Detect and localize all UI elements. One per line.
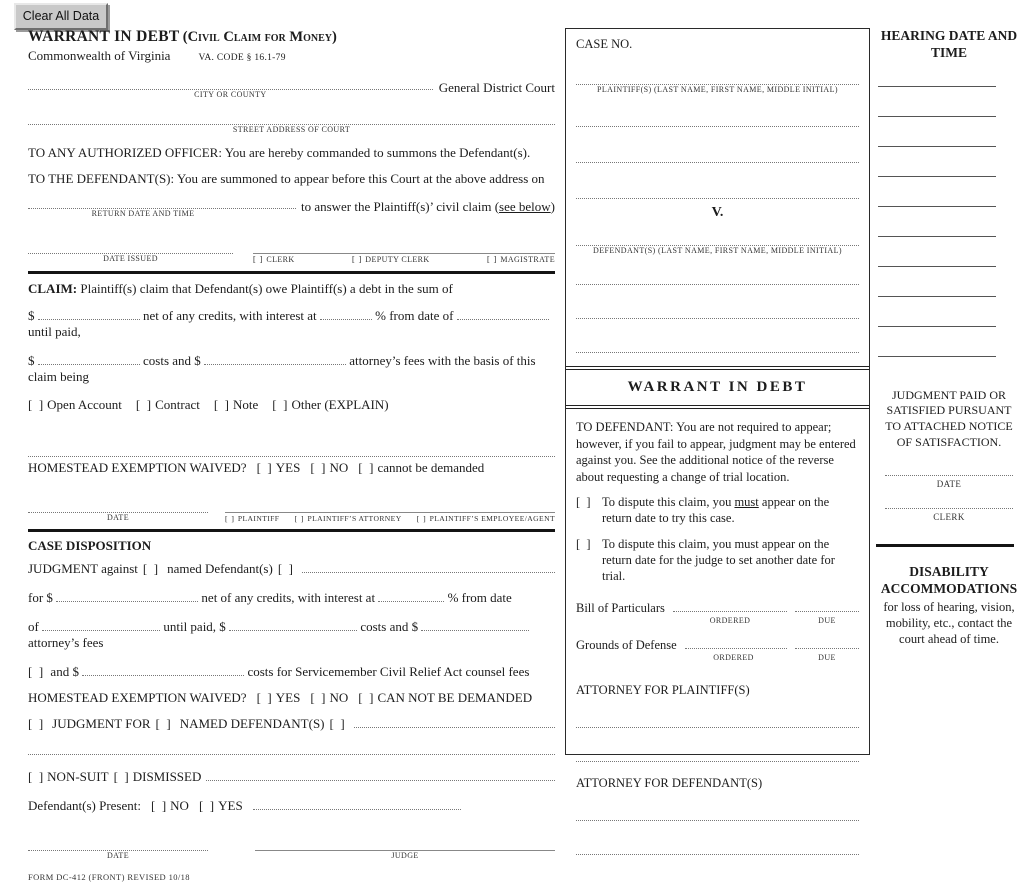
attorney-plaintiff-field-2[interactable] (576, 752, 859, 762)
plaintiff-name-field-3[interactable] (576, 150, 859, 163)
date-label: DATE (106, 512, 130, 522)
dispute2-text: To dispute this claim, you must appear on the return date for the judge to set another date for trial. (602, 536, 835, 583)
homestead2-no-checkbox-icon[interactable] (310, 690, 329, 705)
homestead2-row (28, 690, 555, 706)
homestead2-yes-label: YES (275, 689, 301, 705)
claim-line1-text-b: % from date of (375, 307, 454, 323)
officer-instruction: TO ANY AUTHORIZED OFFICER: You are hereby commanded to summons the Defendant(s). (28, 145, 531, 160)
form-title (28, 28, 555, 46)
judgment-costs-line (28, 619, 555, 651)
return-date-time-label: RETURN DATE AND TIME (91, 208, 195, 218)
judge-signature-line[interactable] (255, 838, 555, 851)
dispute2-checkbox-icon[interactable] (576, 537, 595, 551)
answer-claim-prefix: to answer the Plaintiff(s)’ civil claim ( (300, 198, 500, 214)
checkbox-plaintiffs-attorney[interactable] (295, 514, 402, 523)
disability-accommodations-heading: DISABILITY ACCOMMODATIONS (880, 564, 1018, 596)
judgment-for-other-checkbox-icon[interactable] (330, 716, 349, 732)
plaintiffs-agent-checkbox-icon[interactable] (417, 514, 430, 523)
answer-claim-suffix: ) (550, 198, 555, 214)
plaintiffs-attorney-checkbox-icon[interactable] (295, 514, 308, 523)
open-account-label: Open Account (47, 396, 122, 412)
checkbox-homestead2-cannot[interactable] (358, 690, 532, 706)
contract-checkbox-icon[interactable] (136, 397, 155, 412)
defendant-present-label: Defendant(s) Present: (28, 797, 141, 813)
judgment-principal-field[interactable] (56, 590, 198, 602)
hearing-line-4[interactable] (878, 176, 996, 177)
hearing-line-2[interactable] (878, 116, 996, 117)
general-district-court-label: General District Court (438, 80, 555, 95)
judgment-of-text: of (28, 618, 39, 634)
claim-heading: CLAIM: (28, 280, 78, 296)
homestead-yes-checkbox-icon[interactable] (257, 460, 276, 475)
grounds-due-field[interactable] (795, 637, 859, 649)
judge-label: JUDGE (391, 850, 419, 860)
case-caption-box (565, 28, 870, 791)
double-rule (566, 405, 869, 409)
homestead2-question: HOMESTEAD EXEMPTION WAIVED? (28, 689, 247, 705)
plaintiffs-attorney-label: PLAINTIFF’S ATTORNEY (307, 513, 402, 523)
judgment-amount-line (28, 590, 555, 606)
return-date-time-field[interactable] (28, 196, 296, 209)
defendant-names-label: DEFENDANT(S) (LAST NAME, FIRST NAME, MIDDLE INITIAL) (593, 246, 842, 255)
checkbox-homestead2-yes[interactable] (257, 690, 301, 706)
plaintiff-label: PLAINTIFF (237, 513, 280, 523)
explain-field[interactable] (28, 456, 555, 457)
grounds-ordered-field[interactable] (685, 637, 787, 649)
homestead-no-checkbox-icon[interactable] (310, 460, 329, 475)
satisfaction-clerk-label: CLERK (933, 512, 965, 523)
va-code-label: VA. CODE § 16.1-79 (198, 53, 286, 63)
form-title-paren: (Civil Claim for Money) (182, 29, 337, 45)
nonsuit-row (28, 769, 555, 785)
claim-interest-date-field[interactable] (457, 308, 549, 320)
present-yes-label: YES (218, 797, 243, 813)
form-number-footer: FORM DC-412 (FRONT) REVISED 10/18 (28, 871, 190, 882)
claim-basis-options (28, 397, 555, 413)
form-title-main: WARRANT IN DEBT (28, 28, 180, 45)
judgment-costs-and-text: costs and $ (360, 618, 419, 634)
issuer-signature-line[interactable] (253, 241, 555, 254)
street-address-label: STREET ADDRESS OF COURT (232, 125, 351, 134)
claim-amount-line2 (28, 353, 555, 385)
homestead-question: HOMESTEAD EXEMPTION WAIVED? (28, 459, 247, 475)
clear-all-data-button[interactable]: Clear All Data (14, 3, 108, 30)
checkbox-present-no[interactable] (151, 798, 189, 814)
plaintiff-sign-date-field[interactable] (28, 500, 208, 513)
claim-line2-text-b: attorney’s fees with the basis of this claim being (28, 352, 536, 384)
homestead2-cannot-label: CAN NOT BE DEMANDED (377, 689, 533, 705)
deputy-clerk-checkbox-icon[interactable] (352, 255, 365, 264)
note-label: Note (233, 396, 259, 412)
present-no-checkbox-icon[interactable] (151, 798, 170, 813)
homestead-no-label: NO (329, 459, 349, 475)
grounds-due-label: DUE (818, 653, 836, 663)
servicemember-text: costs for Servicemember Civil Relief Act counsel fees (247, 663, 530, 679)
other-explain-label: Other (EXPLAIN) (291, 396, 389, 412)
hearing-line-5[interactable] (878, 206, 996, 207)
checkbox-open-account[interactable] (28, 397, 122, 413)
checkbox-plaintiffs-agent[interactable] (417, 514, 555, 523)
checkbox-dismissed[interactable] (114, 769, 202, 785)
servicemember-checkbox-icon[interactable] (28, 664, 47, 679)
dismissed-label: DISMISSED (132, 768, 202, 784)
case-disposition-heading: CASE DISPOSITION (28, 537, 152, 553)
named-defendant2-checkbox-icon[interactable] (156, 716, 175, 732)
checkbox-nonsuit[interactable] (28, 769, 109, 785)
homestead-yes-label: YES (275, 459, 301, 475)
plaintiff-name-field-2[interactable] (576, 114, 859, 127)
hearing-date-time-heading: HEARING DATE AND TIME (880, 28, 1018, 60)
attorney-defendant-field-2[interactable] (576, 845, 859, 855)
servicemember-and-dollar: and $ (50, 663, 79, 679)
judgment-costs-field[interactable] (229, 619, 357, 631)
checkbox-plaintiff[interactable] (225, 514, 279, 523)
dollar-sign: $ (28, 352, 35, 368)
present-notes-field[interactable] (253, 798, 461, 810)
bill-ordered-field[interactable] (673, 600, 787, 612)
judgment-for-dollar: for $ (28, 589, 53, 605)
note-checkbox-icon[interactable] (214, 397, 233, 412)
judgment-for-text: JUDGMENT FOR (52, 715, 151, 731)
city-or-county-field[interactable] (28, 77, 433, 90)
nonsuit-dismissed-field[interactable] (206, 769, 555, 781)
judgment-until-paid-text: until paid, $ (163, 618, 226, 634)
dispute1-text (602, 494, 859, 527)
hearing-line-7[interactable] (878, 266, 996, 267)
dispute1-pre: To dispute this claim, you (602, 495, 735, 509)
judgment-attorney-fees-field[interactable] (421, 619, 529, 631)
judgment-for-continuation-field[interactable] (28, 754, 555, 755)
clerk-label: CLERK (266, 254, 295, 264)
left-column (28, 28, 555, 882)
open-account-checkbox-icon[interactable] (28, 397, 47, 412)
nonsuit-label: NON-SUIT (47, 768, 109, 784)
attorney-for-defendant-label: ATTORNEY FOR DEFENDANT(S) (576, 776, 763, 791)
city-or-county-label: CITY OR COUNTY (194, 90, 267, 99)
claim-interest-rate-field[interactable] (320, 308, 372, 320)
checkbox-present-yes[interactable] (199, 798, 243, 814)
claim-intro: Plaintiff(s) claim that Defendant(s) owe Plaintiff(s) a debt in the sum of (80, 280, 453, 296)
judgment-against-row (28, 561, 555, 577)
right-section-divider (876, 544, 1014, 547)
disposition-date-label: DATE (106, 850, 130, 860)
bill-ordered-label: ORDERED (709, 616, 751, 626)
warrant-in-debt-title: WARRANT IN DEBT (627, 379, 808, 395)
section-divider (28, 529, 555, 532)
defendant-name-field-2[interactable] (576, 272, 859, 285)
named-defendants-text: named Defendant(s) (167, 560, 273, 576)
servicemember-line (28, 664, 555, 680)
clerk-checkbox-icon[interactable] (253, 255, 266, 264)
defendant-instruction: TO THE DEFENDANT(S): You are summoned to appear before this Court at the above address on (28, 171, 545, 187)
to-defendant-notice: TO DEFENDANT: You are not required to appear; however, if you fail to appear, judgment may be entered against you. See the additional notice of the reverse about requesting a change of trial location. (576, 420, 856, 484)
judgment-interest-rate-field[interactable] (378, 590, 444, 602)
magistrate-label: MAGISTRATE (500, 254, 555, 264)
claim-principal-field[interactable] (38, 308, 140, 320)
hearing-line-6[interactable] (878, 236, 996, 237)
judgment-line2-suffix: % from date (447, 589, 512, 605)
checkbox-homestead-yes[interactable] (257, 460, 301, 476)
hearing-line-3[interactable] (878, 146, 996, 147)
judgment-against-other-checkbox-icon[interactable] (278, 561, 297, 577)
plaintiffs-agent-label: PLAINTIFF’S EMPLOYEE/AGENT (429, 513, 555, 523)
attorney-for-plaintiff-label: ATTORNEY FOR PLAINTIFF(S) (576, 683, 750, 698)
checkbox-deputy-clerk[interactable] (352, 255, 430, 264)
satisfaction-date-field[interactable] (885, 466, 1013, 476)
claim-costs-field[interactable] (38, 353, 140, 365)
plaintiff-names-label: PLAINTIFF(S) (LAST NAME, FIRST NAME, MIDDLE INITIAL) (597, 85, 838, 94)
claim-line2-text-a: costs and $ (143, 352, 201, 368)
dispute-option-1 (576, 494, 859, 527)
judgment-date-field[interactable] (42, 619, 160, 631)
judgment-for-defendant-row (28, 716, 555, 732)
hearing-line-10[interactable] (878, 356, 996, 357)
homestead-cannot-label: cannot be demanded (377, 459, 485, 475)
nonsuit-checkbox-icon[interactable] (28, 769, 47, 784)
dispute1-post: appear on the return date to try this case. (602, 495, 830, 526)
bill-of-particulars-label: Bill of Particulars (576, 601, 665, 616)
checkbox-homestead2-no[interactable] (310, 690, 348, 706)
named-defendant2-text: NAMED DEFENDANT(S) (179, 715, 325, 731)
present-yes-checkbox-icon[interactable] (199, 798, 218, 813)
claim-line1-text-a: net of any credits, with interest at (143, 307, 317, 323)
judgment-against-text: JUDGMENT against (28, 560, 138, 576)
hearing-line-9[interactable] (878, 326, 996, 327)
satisfaction-date-label: DATE (936, 479, 962, 490)
date-issued-label: DATE ISSUED (103, 253, 158, 263)
contract-label: Contract (155, 396, 200, 412)
satisfaction-clerk-field[interactable] (885, 499, 1013, 509)
claim-amount-line1 (28, 308, 555, 340)
defendant-present-row (28, 798, 555, 814)
homestead2-cannot-checkbox-icon[interactable] (358, 690, 377, 705)
attorney-plaintiff-field-1[interactable] (576, 718, 859, 728)
dollar-sign: $ (28, 307, 35, 323)
section-divider (28, 271, 555, 274)
street-address-field[interactable] (28, 112, 555, 125)
answer-claim-text (301, 196, 555, 218)
checkbox-other-explain[interactable] (272, 397, 388, 413)
defendant-name-field-3[interactable] (576, 306, 859, 319)
judgment-against-field[interactable] (302, 561, 555, 573)
defendant-name-field-1[interactable] (576, 233, 859, 246)
homestead-question-row (28, 460, 555, 476)
plaintiff-signature-line[interactable] (225, 500, 555, 513)
date-issued-field[interactable] (28, 241, 233, 254)
checkbox-note[interactable] (214, 397, 258, 413)
claim-line1-text-c: until paid, (28, 323, 81, 339)
dispute-option-2 (576, 536, 859, 585)
attorney-defendant-field-1[interactable] (576, 811, 859, 821)
bill-due-label: DUE (818, 616, 836, 626)
plaintiff-checkbox-icon[interactable] (225, 514, 238, 523)
homestead2-yes-checkbox-icon[interactable] (257, 690, 276, 705)
checkbox-clerk[interactable] (253, 255, 295, 264)
disposition-date-field[interactable] (28, 838, 208, 851)
dismissed-checkbox-icon[interactable] (114, 769, 133, 784)
disability-accommodations-text: for loss of hearing, vision, mobility, etc., contact the court ahead of time. (883, 599, 1015, 647)
judgment-attorney-fees-text: attorney’s fees (28, 634, 104, 650)
dispute1-must: must (734, 495, 759, 509)
plaintiff-name-field-1[interactable] (576, 72, 859, 85)
case-no-label: CASE NO. (576, 37, 633, 51)
checkbox-homestead-no[interactable] (310, 460, 348, 476)
magistrate-checkbox-icon[interactable] (487, 255, 500, 264)
homestead-cannot-checkbox-icon[interactable] (358, 460, 377, 475)
checkbox-homestead-cannot[interactable] (358, 460, 484, 476)
answer-claim-underlined: see below (499, 198, 551, 214)
judgment-for-checkbox-icon[interactable] (28, 716, 47, 732)
right-column (876, 28, 1022, 648)
judgment-for-field[interactable] (354, 716, 555, 728)
defendant-name-field-4[interactable] (576, 340, 859, 353)
named-defendants-checkbox-icon[interactable] (143, 561, 162, 577)
checkbox-contract[interactable] (136, 397, 200, 413)
plaintiff-name-field-4[interactable] (576, 186, 859, 199)
grounds-ordered-label: ORDERED (713, 653, 754, 663)
deputy-clerk-label: DEPUTY CLERK (365, 254, 430, 264)
bill-due-field[interactable] (795, 600, 859, 612)
dispute1-checkbox-icon[interactable] (576, 495, 595, 509)
claim-attorney-fees-field[interactable] (204, 353, 346, 365)
judgment-line2-text: net of any credits, with interest at (201, 589, 376, 605)
hearing-line-8[interactable] (878, 296, 996, 297)
other-checkbox-icon[interactable] (272, 397, 291, 412)
versus-label: V. (711, 205, 724, 220)
judgment-paid-notice: JUDGMENT PAID OR SATISFIED PURSUANT TO ATTACHED NOTICE OF SATISFACTION. (885, 387, 1013, 449)
present-no-label: NO (170, 797, 189, 813)
grounds-of-defense-label: Grounds of Defense (576, 638, 677, 653)
checkbox-magistrate[interactable] (487, 255, 555, 264)
commonwealth-label: Commonwealth of Virginia (28, 48, 171, 63)
servicemember-costs-field[interactable] (82, 664, 244, 676)
hearing-line-1[interactable] (878, 86, 996, 87)
homestead2-no-label: NO (329, 689, 349, 705)
